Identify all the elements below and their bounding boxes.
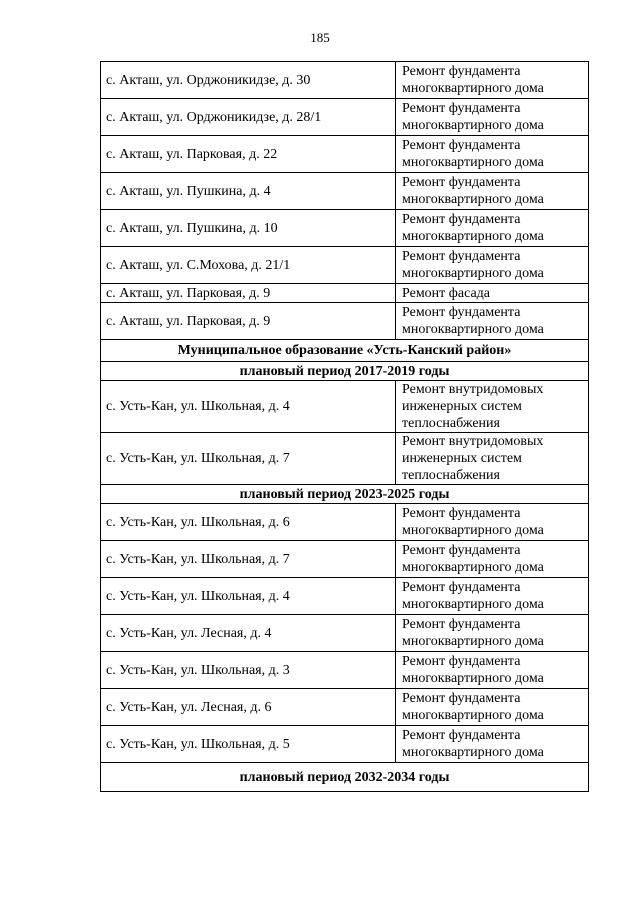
work-type-cell: Ремонт внутридомовых инженерных систем теплоснабжения	[396, 381, 589, 433]
address-cell: с. Усть-Кан, ул. Школьная, д. 3	[101, 652, 396, 689]
table-row	[101, 578, 589, 615]
address-cell: с. Акташ, ул. Орджоникидзе, д. 30	[101, 62, 396, 99]
table-row	[101, 615, 589, 652]
address-cell: с. Усть-Кан, ул. Школьная, д. 6	[101, 504, 396, 541]
table-row	[101, 689, 589, 726]
work-type-cell: Ремонт фундамента многоквартирного дома	[396, 652, 589, 689]
period-heading: плановый период 2032-2034 годы	[101, 763, 589, 792]
table-row	[101, 433, 589, 485]
table-row	[101, 210, 589, 247]
address-cell: с. Усть-Кан, ул. Школьная, д. 7	[101, 433, 396, 485]
table-row	[101, 136, 589, 173]
work-type-cell: Ремонт фундамента многоквартирного дома	[396, 504, 589, 541]
address-cell: с. Усть-Кан, ул. Школьная, д. 4	[101, 381, 396, 433]
address-cell: с. Усть-Кан, ул. Лесная, д. 4	[101, 615, 396, 652]
address-cell: с. Усть-Кан, ул. Школьная, д. 7	[101, 541, 396, 578]
table-row	[101, 173, 589, 210]
work-type-cell: Ремонт фундамента многоквартирного дома	[396, 136, 589, 173]
address-cell: с. Акташ, ул. Пушкина, д. 4	[101, 173, 396, 210]
address-cell: с. Усть-Кан, ул. Школьная, д. 5	[101, 726, 396, 763]
section-row	[101, 340, 589, 362]
work-type-cell: Ремонт фундамента многоквартирного дома	[396, 578, 589, 615]
work-type-cell: Ремонт фундамента многоквартирного дома	[396, 99, 589, 136]
table-row	[101, 62, 589, 99]
table-row	[101, 652, 589, 689]
table-row	[101, 303, 589, 340]
page-number: 185	[310, 30, 330, 45]
table-row	[101, 541, 589, 578]
address-cell: с. Акташ, ул. Пушкина, д. 10	[101, 210, 396, 247]
address-cell: с. Акташ, ул. Орджоникидзе, д. 28/1	[101, 99, 396, 136]
work-type-cell: Ремонт фундамента многоквартирного дома	[396, 210, 589, 247]
table-row	[101, 726, 589, 763]
section-row	[101, 485, 589, 504]
period-heading: плановый период 2017-2019 годы	[101, 362, 589, 381]
work-type-cell: Ремонт фасада	[396, 284, 589, 303]
work-type-cell: Ремонт фундамента многоквартирного дома	[396, 173, 589, 210]
table-row	[101, 381, 589, 433]
work-type-cell: Ремонт фундамента многоквартирного дома	[396, 689, 589, 726]
work-type-cell: Ремонт фундамента многоквартирного дома	[396, 615, 589, 652]
table-row	[101, 504, 589, 541]
repair-program-table	[100, 61, 589, 792]
table-row	[101, 247, 589, 284]
address-cell: с. Акташ, ул. Парковая, д. 22	[101, 136, 396, 173]
municipality-heading: Муниципальное образование «Усть-Канский район»	[101, 340, 589, 362]
period-heading: плановый период 2023-2025 годы	[101, 485, 589, 504]
section-row	[101, 763, 589, 792]
address-cell: с. Акташ, ул. Парковая, д. 9	[101, 303, 396, 340]
address-cell: с. Усть-Кан, ул. Лесная, д. 6	[101, 689, 396, 726]
section-row	[101, 362, 589, 381]
work-type-cell: Ремонт фундамента многоквартирного дома	[396, 62, 589, 99]
table-row	[101, 284, 589, 303]
work-type-cell: Ремонт фундамента многоквартирного дома	[396, 247, 589, 284]
work-type-cell: Ремонт внутридомовых инженерных систем теплоснабжения	[396, 433, 589, 485]
address-cell: с. Усть-Кан, ул. Школьная, д. 4	[101, 578, 396, 615]
address-cell: с. Акташ, ул. Парковая, д. 9	[101, 284, 396, 303]
work-type-cell: Ремонт фундамента многоквартирного дома	[396, 726, 589, 763]
address-cell: с. Акташ, ул. С.Мохова, д. 21/1	[101, 247, 396, 284]
work-type-cell: Ремонт фундамента многоквартирного дома	[396, 303, 589, 340]
work-type-cell: Ремонт фундамента многоквартирного дома	[396, 541, 589, 578]
table-row	[101, 99, 589, 136]
